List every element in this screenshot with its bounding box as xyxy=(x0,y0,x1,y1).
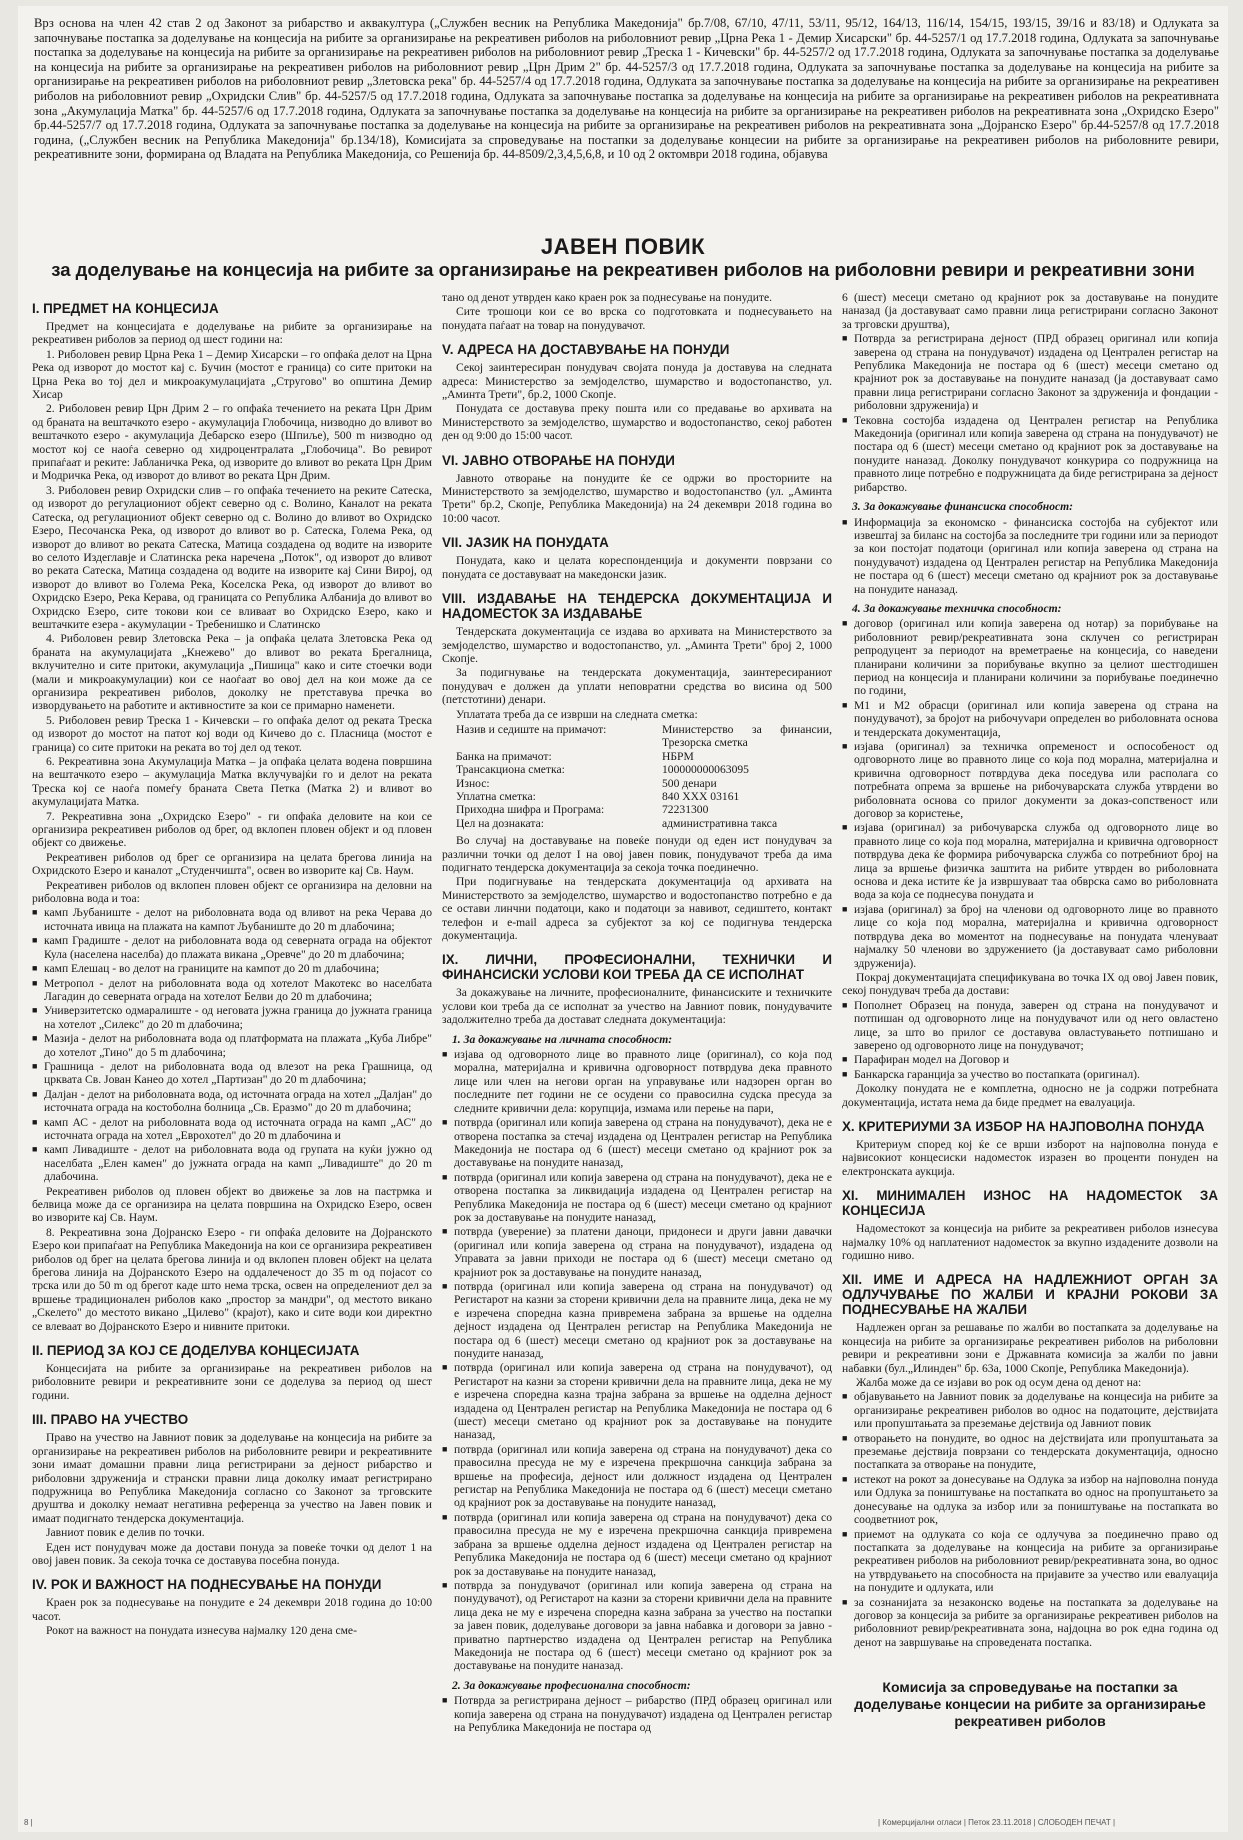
paragraph: Јавниот повик е делив по точки. xyxy=(46,1526,205,1540)
paragraph: 8. Рекреативна зона Дојранско Езеро - ги опфаќа деловите на Дојранското Езеро кои припаѓаат на Република Македонија на кои се организира рекреативен риболов од брег на целата брегова линија и од вклопен пловен објект на целата брегова линија на Дојранското Езеро на оддалеченост до 35 m од појасот со трска или до 50 m од брегот каде што нема трска, освен на определениот дел за вршење традиционален риболов како „простор за мандри", од местото викано „Скелето" до местото викано „Цилево" (крајот), како и сите води кои директно се влеваат во Дојранското Езеро и нивните притоки. xyxy=(32,1225,432,1333)
payment-label: Цел на дознаката: xyxy=(456,816,544,830)
paragraph: Еден ист понудувач може да достави понуда за повеќе точки од делот 1 на овој јавен повик. За секоја точка се доставува посебна понуда. xyxy=(32,1540,432,1567)
section-heading: I. ПРЕДМЕТ НА КОНЦЕСИЈА xyxy=(32,301,219,316)
paragraph: 5. Риболовен ревир Треска 1 - Кичевски – го опфаќа делот од реката Треска од изворот до мостот на патот кој води од Кичево до с. Пласница (мостот е граница) со сите притоки на реката во тој дел од текот. xyxy=(32,713,432,754)
payment-details xyxy=(456,723,832,830)
payment-label: Уплатна сметка: xyxy=(456,789,536,803)
list-item: ■ Информација за економско - финансиска состојба на субјектот или извештај за биланс на состојба за последните три години или за периодот за кои постојат податоци (оригинал или копија заверена од страна на понудувачот) издадена од Централен регистар на Република Македонија не постара од 6 (шест) месеци сметано од крајниот рок за доставување на понудите наназад. xyxy=(842,516,1218,596)
list-item: ■ потврда (оригинал или копија заверена од страна на понудувачот) дека со правосилна пресуда не му е изречена прекршочна санкција забрана за вршење на професија, дејност или должност издадена од Централен регистар на Република Македонија не постара од 6 (шест) месеци сметано од крајниот рок за доставување на понудите наназад, xyxy=(442,1443,832,1510)
section-heading: XI. МИНИМАЛЕН ИЗНОС НА НАДОМЕСТОК ЗА КОНЦЕСИЈА xyxy=(842,1188,1218,1219)
column-3 xyxy=(842,291,1218,1811)
list-item: ■ камп АС - делот на риболовната вода од источната ограда на камп „АС" до источната ограда на хотел „Еврохотел" до 20 m длабочина и xyxy=(32,1116,432,1143)
paragraph: Понудата се доставува преку пошта или со предавање во архивата на Министерството за земјоделство, шумарство и водостопанство, секој работен ден од 9:00 до 15:00 часот. xyxy=(442,402,832,443)
paragraph: За подигнување на тендерската документација, заинтересираниот понудувач е должен да уплати неповратни средства во висина од 500 (петстотини) денари. xyxy=(442,666,832,707)
paragraph: Критериум според кој ќе се врши изборот на најповолна понуда е највисокиот концесиски надоместок изразен во проценти понуден на електронската аукција. xyxy=(842,1137,1218,1178)
preamble-text: Врз основа на член 42 став 2 од Законот за рибарство и аквакултура („Службен весник на Република Македонија" бр.7/08, 67/10, 47/11, 53/11, 95/12, 164/13, 116/14, 154/15, 193/15, 39/16 и 83/18) и Одлуката за започнување постапка за доделување на концесија на рибите за организирање на рекреативен риболов на риболовниот ревир „Црна Река 1 - Демир Хисарски" бр. 44-5257/1 од 17.7.2018 година, Одлуката за започнување постапка за доделување на концесија на рибите за организирање на рекреативен риболов на риболовниот ревир „Треска 1 - Кичевски" бр. 44-5257/2 од 17.7.2018 година, Одлуката за започнување постапка за доделување на концесија на рибите за организирање на рекреативен риболов на риболовниот ревир „Црн Дрим 2" бр. 44-5257/3 од 17.7.2018 година, Одлуката за започнување постапка за доделување на концесија на рибите за организирање на рекреативен риболов на риболовниот ревир „Злетовска река" бр. 44-5257/4 од 17.7.2018 година, Одлуката за започнување постапка за доделување на концесија на рибите за организирање на рекреативен риболов на риболовниот ревир „Охридски Слив" бр. 44-5257/5 од 17.7.2018 година, Одлуката за започнување постапка за доделување на концесија на рибите за организирање на рекреативен риболов на рекреативната зона „Акумулација Матка" бр. 44-5257/6 од 17.7.2018 година, Одлуката за започнување постапка за доделување на концесија на рибите за организирање на рекреативен риболов на рекреативната зона „Охридско Езеро" бр.44-5257/7 од 17.7.2018 година, Одлуката за започнување постапка за доделување на концесија на рибите за организирање на рекреативен риболов на рекреативната зона „Дојранско Езеро" бр.44-5257/8 од 17.7.2018 година, („Службен весник на Република Македонија" бр.134/18), Комисијата за спроведување на постапки за доделување концесии на рибите за организирање на рекреативен риболов на риболовните ревири, рекреативните зони, формирана од Владата на Република Македонија, со Решенија бр. 44-8509/2,3,4,5,6,8, и 10 од 2 октомври 2018 година, објавува xyxy=(34,16,1219,162)
paragraph: Во случај на доставување на повеќе понуди од еден ист понудувач за различни точки од делот I на овој јавен повик, понудувачот треба да има подигнато тендерска документација за секоја точка поединечно. xyxy=(442,834,832,874)
list-item: ■ изјава од одговорното лице во правното лице (оригинал), со која под морална, материјална и кривична одговорност потврдува дека правното лице или член на негови орган на управување или надзорен орган во последните пет години не се осудени со правосилна судска пресуда за следните кривични дела: корупција, измама или перење на пари, xyxy=(442,1048,832,1115)
paragraph: Рекреативен риболов од вклопен пловен објект се организира на деловни на риболовна вода и тоа: xyxy=(32,878,432,906)
paragraph: Жалба може да се изјави во рок од осум дена од денот на: xyxy=(856,1376,1142,1390)
notice-title: ЈАВЕН ПОВИК xyxy=(540,234,706,259)
subsection-heading: 2. За докажување професионална способност: xyxy=(452,1678,691,1692)
section-heading: III. ПРАВО НА УЧЕСТВО xyxy=(32,1412,189,1428)
list-item: ■ за сознанијата за незаконско водење на постапката за доделување на договор за концесија за рибите за организирање рекреативен риболов на риболовниот ревир/рекреативната зона, најдоцна во рок една година од денот на завршување на спроведената постапка. xyxy=(842,1596,1218,1650)
list-item: ■ камп Градиште - делот на риболовната вода од северната ограда на објектот Кула (населена населба) до плажата викана „Оревче" до 20 m длабочина; xyxy=(32,934,432,961)
newspaper-page xyxy=(18,6,1228,1832)
paragraph: Рекреативен риболов од брег се организира на целата брегова линија на Охридското Езеро и каналот „Студенчишта", освен во изворите кај Св. Наум. xyxy=(32,850,432,878)
list-item: ■ камп Ливадиште - делот на риболовната вода од групата на куќи јужно од населбата „Елен камен" до јужната ограда на камп „Ливадиште" до 20 m длабочина. xyxy=(32,1143,432,1183)
column-1 xyxy=(32,291,432,1811)
paragraph: Рекреативен риболов од пловен објект во движење за лов на пастрмка и белвица може да се организира на целата површина на Охридско Езеро, освен во изворите кај Св. Наум. xyxy=(32,1184,432,1225)
section-heading: II. ПЕРИОД ЗА КОЈ СЕ ДОДЕЛУВА КОНЦЕСИЈАТА xyxy=(32,1343,360,1359)
paragraph: Секој заинтересиран понудувач својата понуда ја доставува на следната адреса: Министерство за земјоделство, шумарство и водостопанство, ул. „Аминта Трети", бр.2, 1000 Скопје. xyxy=(442,361,832,402)
list-item: ■ изјава (оригинал) за рибочуварска служба од одговорното лице во правното лице со која под морална, материјална и кривична одговорност потврдува дека ќе формира рибочуварска служба со потребниот број на лица за вршење физичка заштита на рибите утврден во риболовната основа и дека истите ќе ја извршуваат таа обврска само во риболовната вода за која се поднесува понудата и xyxy=(842,821,1218,901)
payment-value: Министерство за финансии, Трезорска сметка xyxy=(662,722,832,750)
paragraph: Понудата, како и целата кореспонденција и документи поврзани со понудата се доставуваат на македонски јазик. xyxy=(442,554,832,581)
paragraph: Концесијата на рибите за организирање на рекреативен риболов на риболовните ревири и рекреативните зони се доделува за период од шест години. xyxy=(32,1362,432,1402)
column-2 xyxy=(442,291,832,1811)
list-item: ■ камп Елешац - во делот на границите на кампот до 20 m длабочина; xyxy=(32,962,432,975)
section-heading: XII. ИМЕ И АДРЕСА НА НАДЛЕЖНИОТ ОРГАН ЗА ОДЛУЧУВАЊЕ ПО ЖАЛБИ И КРАЈНИ РОКОВИ ЗА ПОДНЕСУВАЊЕ НА ЖАЛБИ xyxy=(842,1272,1218,1318)
subsection-heading: 3. За докажување финансиска способност: xyxy=(852,500,1074,514)
payment-value: 100000000063095 xyxy=(662,763,749,777)
payment-value: административна такса xyxy=(662,816,778,830)
paragraph: Доколку понудата не е комплетна, односно не ја содржи потребната документација, истата нема да биде предмет на евалуација. xyxy=(842,1082,1218,1109)
list-item: ■ Мазија - делот на риболовната вода од платформата на плажата „Куба Либре" до хотелот „Тино" до 5 m длабочина; xyxy=(32,1032,432,1059)
payment-value: НБРМ xyxy=(662,749,694,763)
list-item: ■ камп Љубаниште - делот на риболовната вода од вливот на река Черава до источната ивица на плажата на кампот Љубаниште до 20 m длабочина; xyxy=(32,906,432,933)
paragraph: Надоместокот за концесија на рибите за рекреативен риболов изнесува најмалку 10% од наплатениот надоместок за вкупно издадените дозволи на годишно ниво. xyxy=(842,1222,1218,1262)
list-item: ■ Пополнет Образец на понуда, заверен од страна на понудувачот и потпишан од одговорното лице на понудувачот или од него овластено лице, за што во прилог се доставува овластувањето потпишано и заверено од одговорното лице на понудувачот; xyxy=(842,999,1218,1053)
list-item: ■ потврда (уверение) за платени даноци, придонеси и други јавни давачки (оригинал или копија заверена од страна на понудувачот), издадена од Управата за јавни приходи не постара од 6 (шест) месеци сметано од крајниот рок за доставување на понудите наназад, xyxy=(442,1225,832,1279)
list-item: ■ отворањето на понудите, во однос на дејствијата или пропуштањата за преземање дејствија поврзани со тендерската документација, односно постапката за отворање на понудите, xyxy=(842,1432,1218,1472)
list-item: ■ Парафиран модел на Договор и xyxy=(842,1053,1218,1066)
list-item: ■ објавувањето на Јавниот повик за доделување на концесија на рибите за организирање рекреативен риболов во однос на податоците, дејствијата или пропуштањата за преземање дејствија од Јавниот повик xyxy=(842,1390,1218,1430)
list-item: ■ Универзитетско одмаралиште - од неговата јужна граница до јужната граница на хотелот „Силекс" до 20 m длабочина; xyxy=(32,1004,432,1031)
paragraph: Покрај документацијата спецификувана во точка IX од овој Јавен повик, секој понудувач треба да достави: xyxy=(842,970,1218,998)
list-item: ■ потврда (оригинал или копија заверена од страна на понудувачот), од Регистарот на казни за сторени кривични дела на правните лица, дека не му е изречена споредна казна трајна забрана за вршење на одделна дејност издадена од Централен регистар на Република Македонија не постара од 6 (шест) месеци сметано од крајниот рок за доставување на понудите наназад, xyxy=(442,1361,832,1441)
list-item: ■ Далјан - делот на риболовната вода, од источната ограда на хотел „Далјан" до источната ограда на костоболна болница „Св. Еразмо" до 20 m длабочина; xyxy=(32,1088,432,1115)
paragraph: Јавното отворање на понудите ќе се одржи во просториите на Министерството за земјоделство, шумарство и водостопанство (ул. „Аминта Трети" бр.2, Скопје, Република Македонија) на 24 декември 2018 година во 10:00 часот. xyxy=(442,471,832,525)
paragraph: 6 (шест) месеци сметано од крајниот рок за доставување на понудите наназад (ја доставуваат само правни лица регистрирани согласно Законот за трговски друштва), xyxy=(842,291,1218,331)
paragraph: Краен рок за поднесување на понудите е 24 декември 2018 година до 10:00 часот. xyxy=(32,1596,432,1623)
list-item: ■ Потврда за регистрирана дејност (ПРД образец оригинал или копија заверена од страна на понудувачот) издадена од Централен регистар на Република Македонија не постара од 6 (шест) месеци сметано од крајниот рок за доставување на понудите наназад (ја доставуваат само правни лица регистрирани согласно Законот за здруженија и фондации - риболовни здруженија) и xyxy=(842,332,1218,412)
subsection-heading: 4. За докажување техничка способност: xyxy=(852,601,1062,615)
payment-value: 72231300 xyxy=(662,803,709,817)
paragraph: При подигнување на тендерската документација од архивата на Министерството за земјоделство, шумарство и водостопанство потребно е да се остави линчни податоци, како и податоци за навивот, седиштето, контакт телефон и e-mail адреса за субјектот за кој се подигнува тендерска документација. xyxy=(442,875,832,943)
section-heading: VIII. ИЗДАВАЊЕ НА ТЕНДЕРСКА ДОКУМЕНТАЦИЈА И НАДОМЕСТОК ЗА ИЗДАВАЊЕ xyxy=(442,591,832,622)
list-item: ■ потврда (оригинал или копија заверена од страна на понудувачот), дека не е отворена постапка за стечај издадена од Централен регистар на Република Македонија не постара од 6 (шест) месеци сметано од крајниот рок за доставување на понудите наназад, xyxy=(442,1116,832,1170)
paragraph: Предмет на концесијата е доделување на рибите за организирање на рекреативен риболов за период од шест години на: xyxy=(32,320,432,347)
paragraph: 1. Риболовен ревир Црна Река 1 – Демир Хисарски – го опфаќа делот на Црна Река од изворот до мостот кај с. Бучин (мостот е граница) со сите притоки на Црна Река во тој дел и микроакумулацијата „Струговo" во општина Демир Хисар xyxy=(32,347,432,402)
list-item: ■ Банкарска гаранција за учество во постапката (оригинал). xyxy=(842,1068,1218,1081)
payment-label: Банка на примачот: xyxy=(456,749,552,763)
payment-value: 500 денари xyxy=(662,776,717,790)
paragraph: За докажување на личните, професионалните, финансиските и техничките услови кои треба да се исполнат за учество на Јавниот повик, понудувачите задолжително треба да достават следната документација: xyxy=(442,986,832,1027)
notice-subtitle: за доделување на концесија на рибите за организирање на рекреативен риболов на риболовни ревири и рекреативни зони xyxy=(51,259,1195,280)
section-heading: V. АДРЕСА НА ДОСТАВУВАЊЕ НА ПОНУДИ xyxy=(442,342,730,358)
paragraph: 4. Риболовен ревир Злетовска Река – ја опфаќа целата Злетовска Река од браната на акумулацијата „Кнежево" до вливот во реката Брегалница, вклучително и сите притоки, акумулација „Пишица" како и сите стоечки води (мали и микроакумулации) кои се наоѓаат во овој дел на кои може да се организира рекреативен риболов, доколку не претставува пречка во извордувањето на работите и активностите за кои се примарно наменети. xyxy=(32,632,432,713)
list-item: ■ Тековна состојба издадена од Централен регистар на Република Македонија (оригинал или копија заверена од страна на понудувачот) не постара од 6 (шест) месеци сметано од крајниот рок за доставување на понудите наназад. Доколку понудувачот конкурира со подружница на правното лице потребно е подружницата да биде регистрирана за дејност рибарство. xyxy=(842,414,1218,494)
payment-value: 840 XXX 03161 xyxy=(662,789,740,803)
list-item: ■ изјава (оригинал) за техничка опременост и оспособеност од одговорното лице во правното лице со која под морална, материјална и кривична одговорност потврдува дека поседува или располага со потребната опрема за вршење на рибочуварската служба утврдени во риболовната основа со прилог документи за доказ-сопственост или договор за користење, xyxy=(842,740,1218,820)
list-item: ■ потврда (оригинал или копија заверена од страна на понудувачот), дека не е отворена постапка за ликвидација издадена од Централен регистар на Република Македонија не постара од 6 (шест) месеци сметано од крајниот рок за доставување на понудите наназад, xyxy=(442,1171,832,1225)
paragraph: Уплатата треба да се изврши на следната сметка: xyxy=(456,707,698,721)
payment-label: Приходна шифра и Програма: xyxy=(456,803,605,817)
list-item: ■ потврда за понудувачот (оригинал или копија заверена од страна на понудувачот), од Регистарот на казни за сторени кривични дела на правните лица дека не му е изречена споредна казна забрана за учество на постапки за јавен повик, доделување договори за јавна набавка и договори за јавно - приватно партнерство издадена од Централен регистар на Република Македонија не постара од 6 (шест) месеци сметано од крајниот рок за доставување на понудите наназад. xyxy=(442,1579,832,1673)
paragraph: 3. Риболовен ревир Охридски слив – го опфаќа течението на реките Сатеска, од изворот до регулациониот објект северно од с. Волино, Каналот на реката Сатеска, од регулациониот објект северно од с. Волино до вливот во Охридско Езеро, Песочанска Река, од изворот до вливот во р. Сатеска, Голема Река, од изворот до вливот во реката Сатеска, Матица создадена од водите на изворите во селото Издеглавје и Слатинска река наречена „Поток", од изворот до вливот во реката Сатеска, Матица создадена од водите на изворите кај Сини Вирој, од изворот до вливот во Голема Река, Коселска Река, од изворот до вливот во Охридско Езеро, Река Керава, од границата со Република Албанија до вливот во Охридско Езеро, сите токови кои се вливаат во Охридско Езеро, како и вештачките езера - акумулации - Требенишко и Слатинско xyxy=(32,483,432,631)
list-item: ■ Потврда за регистрирана дејност – рибарство (ПРД образец оригинал или копија заверена од страна на понудувачот) издадена од Централен регистар на Република Македонија не постара од xyxy=(442,1694,832,1734)
section-heading: IX. ЛИЧНИ, ПРОФЕСИОНАЛНИ, ТЕХНИЧКИ И ФИНАНСИСКИ УСЛОВИ КОИ ТРЕБА ДА СЕ ИСПОЛНАТ xyxy=(442,952,832,983)
payment-label: Износ: xyxy=(456,776,490,790)
payment-label: Трансакциона сметка: xyxy=(456,763,565,777)
section-heading: X. КРИТЕРИУМИ ЗА ИЗБОР НА НАЈПОВОЛНА ПОНУДА xyxy=(842,1118,1205,1134)
paragraph: тано од денот утврден како краен рок за поднесување на понудите. xyxy=(442,291,773,304)
signature-block: Комисија за спроведување на постапки за доделување концесии на рибите за организирање рекреативен риболов xyxy=(854,1679,1206,1730)
paragraph: 7. Рекреативна зона „Охридско Езеро" - ги опфаќа деловите на кои се организира рекреативен риболов од брег, од вклопен пловен објект и од пловен објект со движење. xyxy=(32,809,432,850)
list-item: ■ Метропол - делот на риболовната вода од хотелот Макотекс во населбата Лагадин до северната ограда на хотелот Белви до 20 m длабочина; xyxy=(32,977,432,1004)
list-item: ■ договор (оригинал или копија заверена од нотар) за порибување на риболовниот ревир/рекреативната зона склучен со регистриран репродуцент за периодот на времетраење на концесија, со наведени планирани количини за порибување вкупно за целиот шестгодишен период на концесија и планирани количини за порибување поединечно по години, xyxy=(842,617,1218,697)
list-item: ■ потврда (оригинал или копија заверена од страна на понудувачот) дека со правосилна пресуда не му е изречена прекршочна санкција привремена забрана за вршење одделна дејност издадена од Централен регистар на Република Македонија не постара од 6 (шест) месеци сметано од крајниот рок за доставување на понудите наназад, xyxy=(442,1511,832,1578)
paragraph: Надлежен орган за решавање по жалби во постапката за доделување на концесија на рибите за организирање рекреативен риболов на риболовни ревири и рекреативни зони е Државната комисија за жалби по јавни набавки (бул.„Илинден" бр. 63а, 1000 Скопје, Република Македонија). xyxy=(842,1321,1218,1375)
paragraph: 6. Рекреативна зона Акумулација Матка – ја опфаќа целата водена површина на вештачкото езеро – акумулација Матка вклучувајќи го и делот на реката Треска кој се наоѓа помеѓу браната Света Петка (Матка 2) и вливот во акумулацијата Матка. xyxy=(32,755,432,809)
list-item: ■ Грашница - делот на риболовната вода од влезот на река Грашница, од црквата Св. Јован Канео до хотел „Партизан" до 20 m длабочина; xyxy=(32,1060,432,1087)
list-item: ■ изјава (оригинал) за број на членови од одговорното лице во правното лице со која под морална, материјална и кривична одговорност потврдува дека во моментот на поднесување на понудата членуваат најмалку 50 членови во здружението (ја доставуваат само риболовни здруженија). xyxy=(842,903,1218,970)
list-item: ■ М1 и М2 обрасци (оригинал или копија заверена од страна на понудувачот), за бројот на рибочуvари определен во риболовната основа и тендерската документација, xyxy=(842,699,1218,739)
paragraph: 2. Риболовен ревир Црн Дрим 2 – го опфаќа течението на реката Црн Дрим од браната на вештачкото езеро - акумулација Глобочица, низводно до вливот во вештачкото езеро - акумулација Дебарско езеро (Шпиље), 500 m низводно од мостот кој се наоѓа северно од хидроцентралата „Глобочица". Во ревирот припаѓаат и реките: Јабланичка Река, од изворите до вливот во реката Црн Дрим и Модричка Река, од изворот до вливот во реката Црн Дрим. xyxy=(32,402,432,483)
paragraph: Право на учество на Јавниот повик за доделување на концесија на рибите за организирање на рекреативен риболов на риболовните ревири и рекреативните зони имаат домашни правни лица регистрирани за дејност рибарство и риболовни здружениja и странски правни лица доколку имаат регистрирано подружница во Република Македонија согласно со Законот за трговските друштва и доколку немаат негативна референца за учество на Јавен повик и имаат подигнато тендерска документација. xyxy=(32,1431,432,1525)
paragraph: Тендерската документација се издава во архивата на Министерството за земјоделство, шумарство и водостопанство, ул. „Аминта Трети" број 2, 1000 Скопје. xyxy=(442,625,832,665)
paragraph: Рокот на важност на понудата изнесува најмалку 120 дена сме- xyxy=(46,1624,357,1638)
section-heading: IV. РОК И ВАЖНОСТ НА ПОДНЕСУВАЊЕ НА ПОНУДИ xyxy=(32,1577,382,1593)
list-item: ■ истекот на рокот за донесување на Одлука за избор на најповолна понуда или Одлука за поништување на постапката во однос на пропуштањето за донесување на одлука за избор или за поништување на постапката во соодветниот рок, xyxy=(842,1473,1218,1527)
payment-label: Назив и седиште на примачот: xyxy=(456,722,607,736)
page-footer xyxy=(18,1816,1228,1830)
list-item: ■ приемот на одлуката со која се одлучува за поединечно право од постапката за доделување на концесија на рибите за организирање рекреативен риболов на риболовниот ревир/рекреативната зона, во однос на утврдувањето на способноста на пријавите за учество или евалуација на понудите и одлуката, или xyxy=(842,1528,1218,1595)
section-heading: VII. ЈАЗИК НА ПОНУДАТА xyxy=(442,535,609,551)
paragraph: Сите трошоци кои се во врска со подготовката и поднесувањето на понудата паѓаат на товар на понудувачот. xyxy=(442,305,832,332)
list-item: ■ потврда (оригинал или копија заверена од страна на понудувачот) од Регистарот на казни за сторени кривични дела на правните лица, дека не му е изречена споредна казна привремена забрана за вршење на одделна дејност издадена од Централен регистар на Република Македонија не постара од 6 (шест) месеци сметано од крајниот рок за доставување на понудите наназад, xyxy=(442,1280,832,1360)
section-heading: VI. ЈАВНО ОТВОРАЊЕ НА ПОНУДИ xyxy=(442,452,675,468)
subsection-heading: 1. За докажување на личната способност: xyxy=(452,1032,673,1046)
page-number: 8 | xyxy=(24,1818,33,1827)
footer-text: | Комерцијални огласи | Петок 23.11.2018 | СЛОБОДЕН ПЕЧАТ | xyxy=(878,1818,1116,1827)
